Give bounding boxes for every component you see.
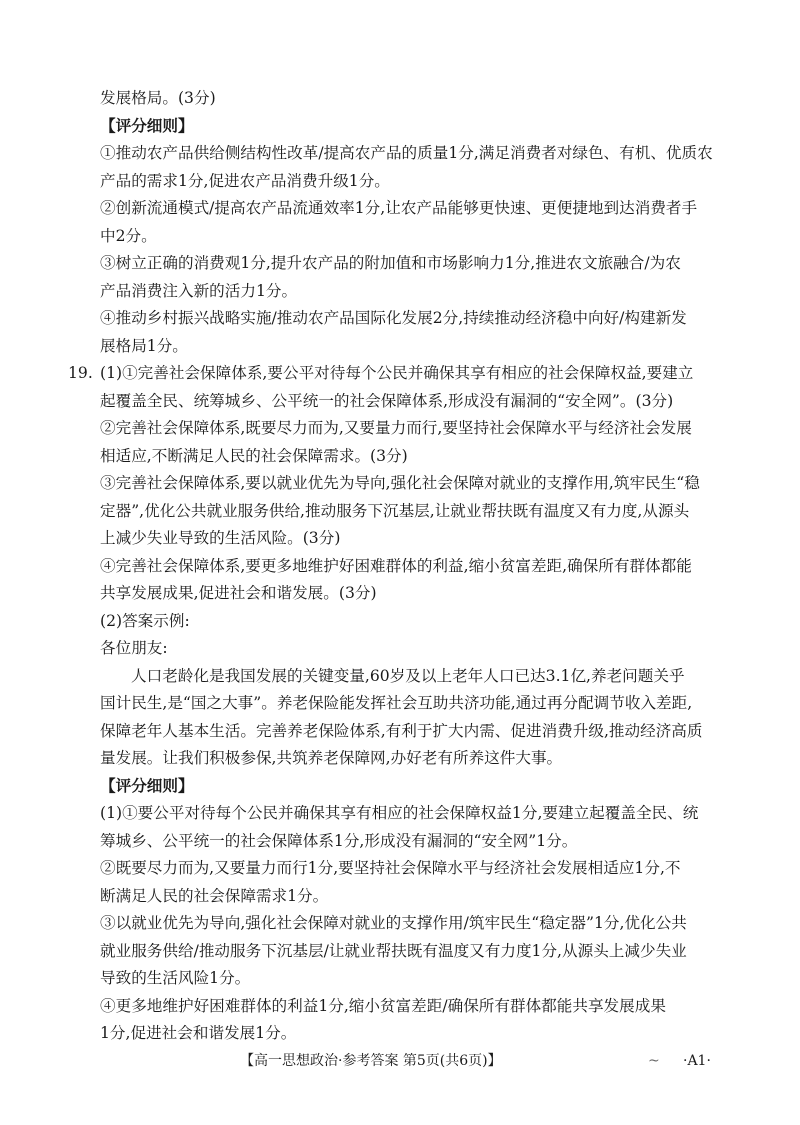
- text-line: 定器”,优化公共就业服务供给,推动服务下沉基层,让就业帮扶既有温度又有力度,从源头: [100, 501, 690, 520]
- text-line: ④更多地维护好困难群体的利益1分,缩小贫富差距/确保所有群体都能共享发展成果: [100, 996, 666, 1015]
- text-line: 相适应,不断满足人民的社会保障需求。(3分): [100, 446, 408, 465]
- text-line: 人口老龄化是我国发展的关键变量,60岁及以上老年人口已达3.1亿,养老问题关乎: [131, 666, 685, 685]
- section-heading: 【评分细则】: [100, 115, 194, 135]
- text-line: 产品消费注入新的活力1分。: [100, 281, 298, 300]
- text-line: 断满足人民的社会保障需求1分。: [100, 886, 329, 905]
- text-line: 中2分。: [100, 226, 157, 245]
- text-line: (1)①完善社会保障体系,要公平对待每个公民并确保其享有相应的社会保障权益,要建立: [100, 364, 694, 382]
- footer-code: ·A1·: [683, 1053, 711, 1069]
- footer-mark: ~: [648, 1053, 660, 1069]
- text-line: 起覆盖全民、统筹城乡、公平统一的社会保障体系,形成没有漏洞的“安全网”。(3分): [100, 391, 674, 410]
- text-line: ③完善社会保障体系,要以就业优先为导向,强化社会保障对就业的支撑作用,筑牢民生“稳: [100, 474, 700, 492]
- text-line: ②完善社会保障体系,既要尽力而为,又要量力而行,要坚持社会保障水平与经济社会发展: [100, 419, 692, 437]
- text-line: ①推动农产品供给侧结构性改革/提高农产品的质量1分,满足消费者对绿色、有机、优质农: [100, 144, 713, 162]
- text-line: ③以就业优先为导向,强化社会保障对就业的支撑作用/筑牢民生“稳定器”1分,优化公共: [100, 914, 687, 932]
- text-line: (1)①要公平对待每个公民并确保其享有相应的社会保障权益1分,要建立起覆盖全民、统: [100, 804, 699, 822]
- text-line: 国计民生,是“国之大事”。养老保险能发挥社会互助共济功能,通过再分配调节收入差距,: [100, 694, 693, 712]
- text-line: 量发展。让我们积极参保,共筑养老保障网,办好老有所养这件大事。: [100, 749, 563, 767]
- text-line: 1分,促进社会和谐发展1分。: [100, 1024, 297, 1042]
- text-line: 筹城乡、公平统一的社会保障体系1分,形成没有漏洞的“安全网”1分。: [100, 831, 578, 850]
- text-line: ③树立正确的消费观1分,提升农产品的附加值和市场影响力1分,推进农文旅融合/为农: [100, 254, 681, 272]
- question-number: 19.: [68, 364, 93, 382]
- section-heading: 【评分细则】: [100, 775, 194, 795]
- footer-title: 【高一思想政治·参考答案 第5页(共6页)】: [240, 1053, 502, 1069]
- text-line: 就业服务供给/推动服务下沉基层/让就业帮扶既有温度又有力度1分,从源头上减少失业: [100, 941, 687, 960]
- text-line: 展格局1分。: [100, 336, 188, 355]
- text-line: 导致的生活风险1分。: [100, 969, 251, 987]
- text-line: ②创新流通模式/提高农产品流通效率1分,让农产品能够更快速、更便捷地到达消费者手: [100, 199, 698, 217]
- text-line: 发展格局。(3分): [100, 89, 216, 107]
- text-line: 上减少失业导致的生活风险。(3分): [100, 529, 341, 547]
- text-line: (2)答案示例:: [100, 611, 190, 630]
- text-line: ④推动乡村振兴战略实施/推动农产品国际化发展2分,持续推动经济稳中向好/构建新发: [100, 309, 687, 327]
- text-line: 保障老年人基本生活。完善养老保险体系,有利于扩大内需、促进消费升级,推动经济高质: [100, 721, 703, 740]
- text-line: 共享发展成果,促进社会和谐发展。(3分): [100, 584, 377, 602]
- text-line: 产品的需求1分,促进农产品消费升级1分。: [100, 171, 390, 190]
- text-line: 各位朋友:: [100, 639, 168, 657]
- text-line: ②既要尽力而为,又要量力而行1分,要坚持社会保障水平与经济社会发展相适应1分,不: [100, 859, 681, 877]
- text-line: ④完善社会保障体系,要更多地维护好困难群体的利益,缩小贫富差距,确保所有群体都能: [100, 556, 692, 575]
